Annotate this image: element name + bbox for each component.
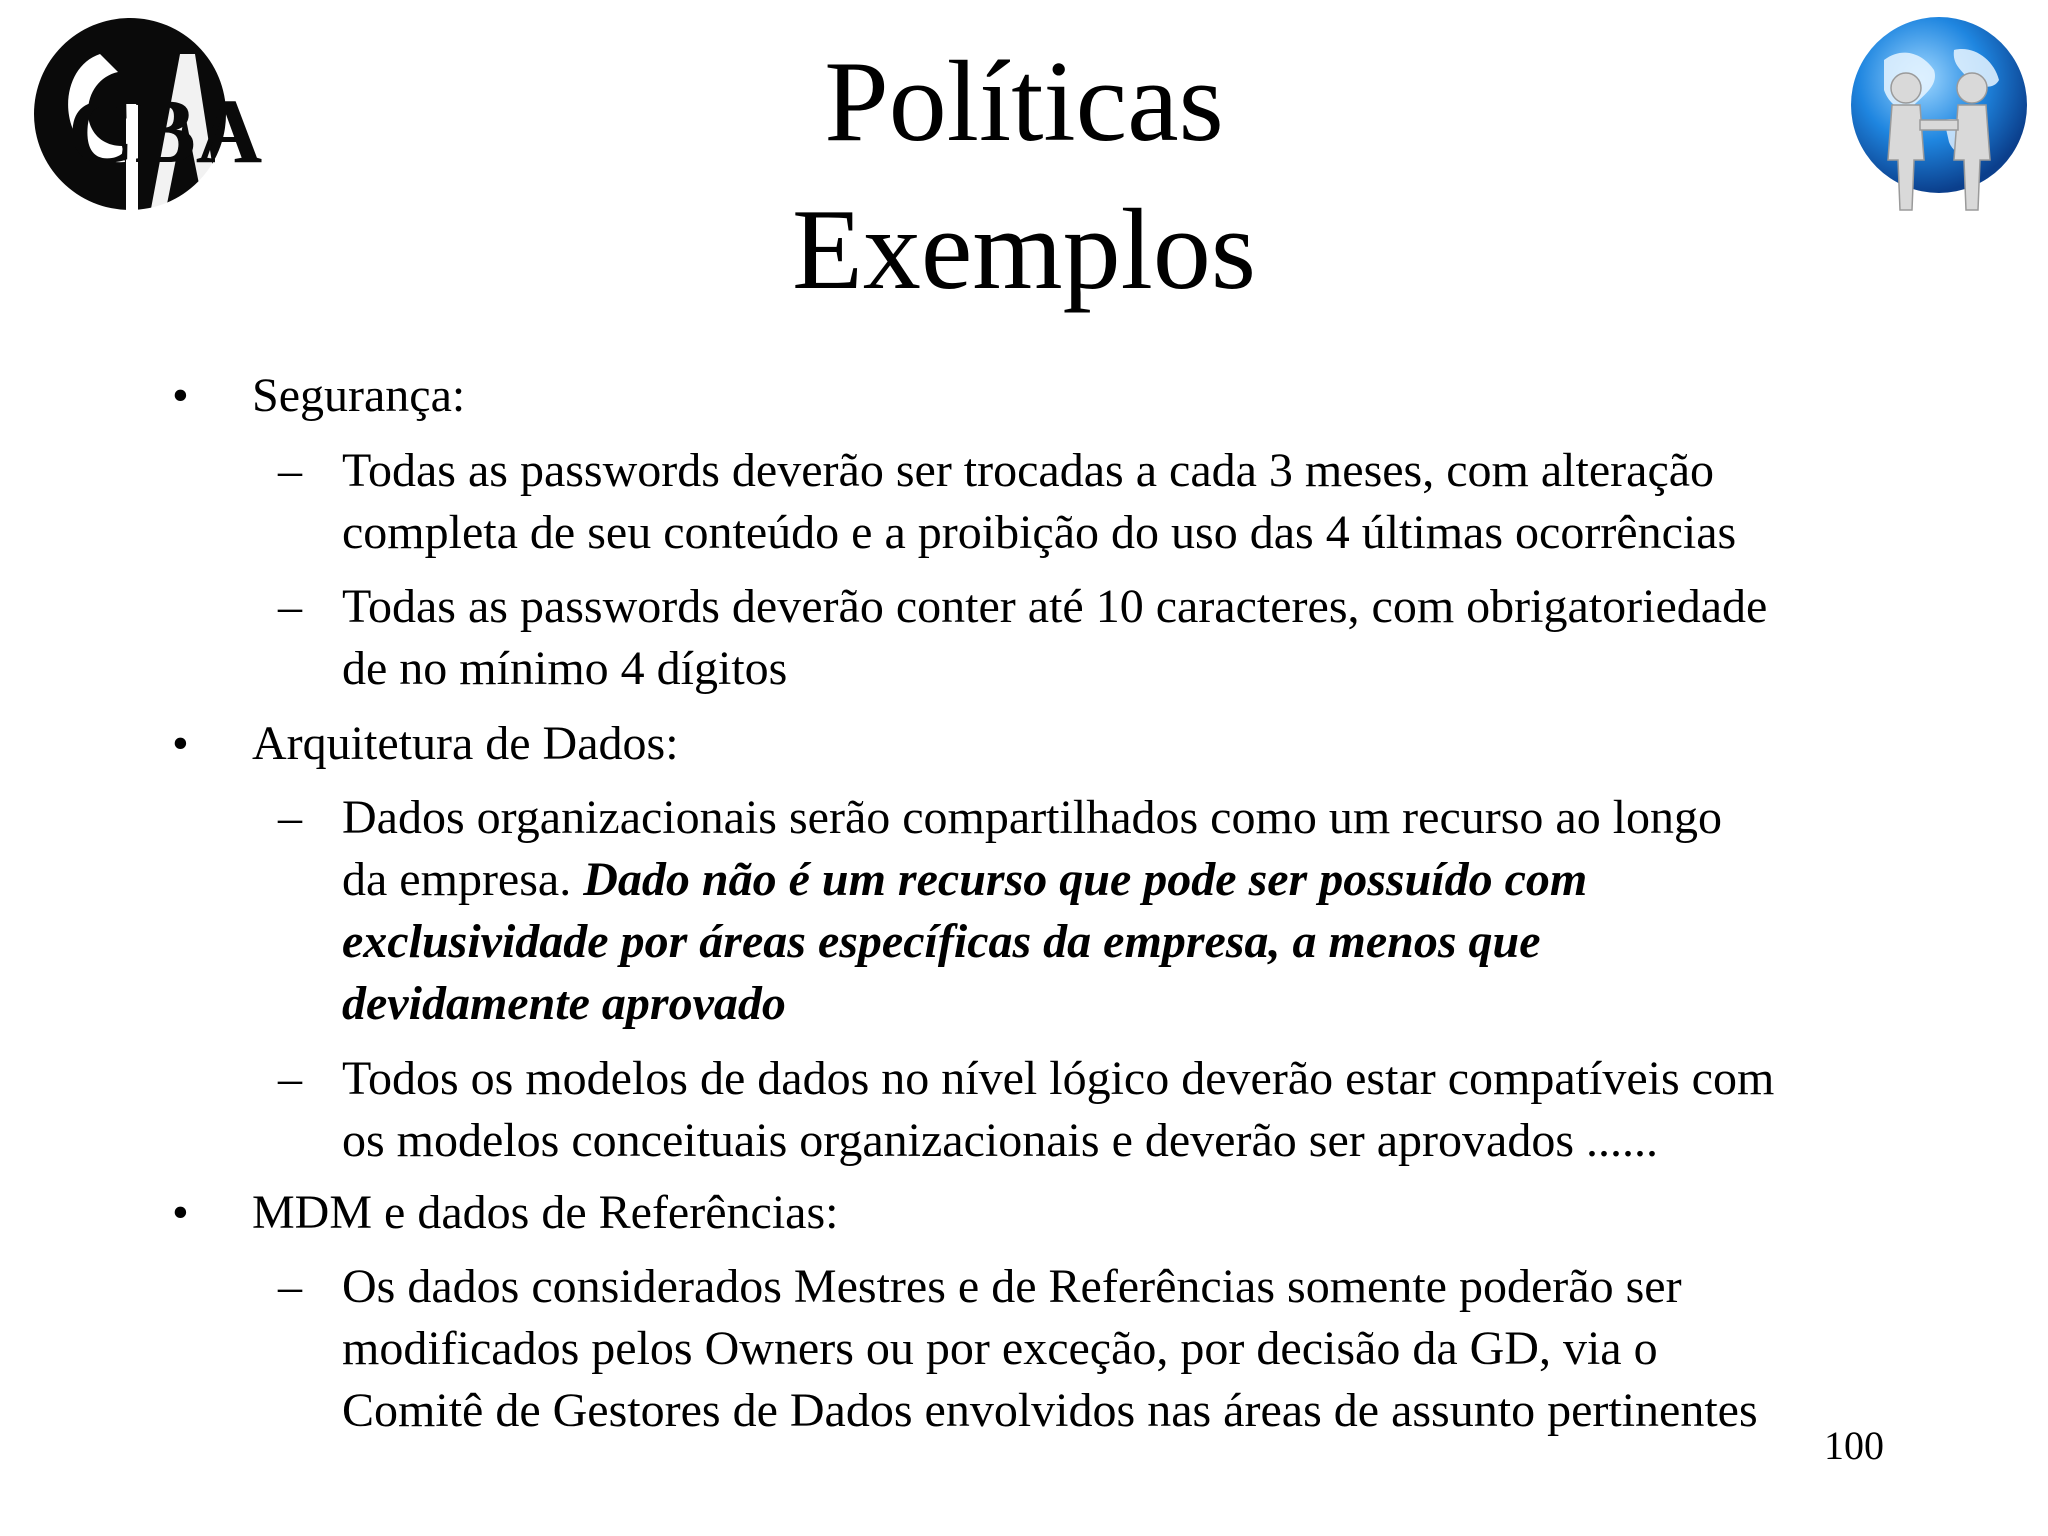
emphasis-text: devidamente aprovado [342, 977, 786, 1030]
title-line-1: Políticas [824, 38, 1224, 166]
list-item [342, 1048, 1902, 1172]
dash-marker: – [278, 1052, 302, 1105]
bullet-marker: • [172, 1186, 189, 1239]
emphasis-text: exclusividade por áreas específicas da empresa, a menos que [342, 915, 1541, 968]
svg-text:CBA: CBA [68, 80, 263, 182]
list-item [342, 1256, 1902, 1442]
list-item [342, 440, 1902, 564]
section-heading-arquitetura: Arquitetura de Dados: [252, 717, 679, 770]
text-line: Comitê de Gestores de Dados envolvidos nas áreas de assunto pertinentes [342, 1384, 1758, 1437]
text-line [342, 849, 1902, 911]
section-heading-mdm: MDM e dados de Referências: [252, 1186, 839, 1239]
list-item [342, 576, 1902, 700]
text-line: Dados organizacionais serão compartilhados como um recurso ao longo [342, 791, 1723, 844]
text-line: Todos os modelos de dados no nível lógico deverão estar compatíveis com [342, 1052, 1775, 1105]
emphasis-text: Dado não é um recurso que pode ser possuído com [583, 853, 1588, 906]
text-line: Os dados considerados Mestres e de Referências somente poderão ser [342, 1260, 1682, 1313]
text-line: modificados pelos Owners ou por exceção, por decisão da GD, via o [342, 1322, 1658, 1375]
dash-marker: – [278, 580, 302, 633]
bullet-marker: • [172, 369, 189, 422]
section-heading-seguranca: Segurança: [252, 369, 466, 422]
dash-marker: – [278, 1260, 302, 1313]
text-line: completa de seu conteúdo e a proibição do uso das 4 últimas ocorrências [342, 506, 1737, 559]
title-line-2: Exemplos [792, 186, 1256, 314]
text-plain: da empresa. [342, 853, 584, 906]
dash-marker: – [278, 791, 302, 844]
dash-marker: – [278, 444, 302, 497]
list-item [342, 787, 1902, 1035]
text-line: Todas as passwords deverão conter até 10 caracteres, com obrigatoriedade [342, 580, 1768, 633]
text-line: Todas as passwords deverão ser trocadas a cada 3 meses, com alteração [342, 444, 1715, 497]
text-line: de no mínimo 4 dígitos [342, 642, 788, 695]
text-line: os modelos conceituais organizacionais e deverão ser aprovados ...... [342, 1114, 1659, 1167]
page-number: 100 [1824, 1423, 1884, 1468]
bullet-marker: • [172, 717, 189, 770]
